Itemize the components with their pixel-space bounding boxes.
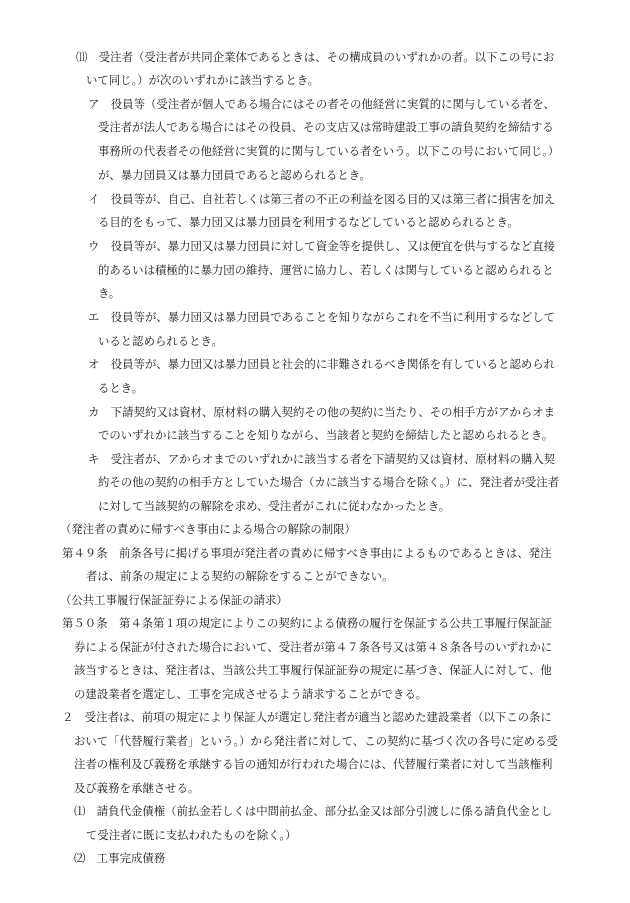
article-49-heading: （発注者の責めに帰すべき事由による場合の解除の制限） <box>60 522 356 536</box>
item-e-line-1: エ 役員等が、暴力団又は暴力団員であることを知りながらこれを不当に利用するなどして <box>88 310 556 324</box>
article-50-line-3: 該当するときは、発注者は、当該公共工事履行保証証券の規定に基づき、保証人に対して、他 <box>74 663 552 677</box>
item-ki-line-1: キ 受注者が、アからオまでのいずれかに該当する者を下請契約又は資材、原材料の購入契 <box>88 452 556 466</box>
item-a-line-1: ア 役員等（受注者が個人である場合にはその者その他経営に実質的に関与している者を、 <box>88 97 556 111</box>
article-49-line-2: 者は、前条の規定による契約の解除をすることができない。 <box>86 569 394 583</box>
item-a-line-4: が、暴力団員又は暴力団員であると認められるとき。 <box>98 168 371 182</box>
sub-item-2-line-1: ⑵ 工事完成債務 <box>74 851 166 865</box>
item-ki-line-2: 約その他の契約の相手方としていた場合（カに該当する場合を除く。）に、発注者が受注者 <box>98 475 560 489</box>
article-50-line-4: の建設業者を選定し、工事を完成させるよう請求することができる。 <box>74 687 428 701</box>
paragraph-2-line-3: 注者の権利及び義務を承継する旨の通知が行われた場合には、代替履行業者に対して当該権利 <box>74 757 553 771</box>
item-a-line-2: 受注者が法人である場合にはその役員、その支店又は常時建設工事の請負契約を締結する <box>98 120 554 134</box>
item-11-line-1: ⑾ 受注者（受注者が共同企業体であるときは、その構成員のいずれかの者。以下この号にお <box>76 50 555 64</box>
item-o-line-1: オ 役員等が、暴力団又は暴力団員と社会的に非難されるべき関係を有していると認められ <box>88 357 556 371</box>
item-e-line-2: いると認められるとき。 <box>98 334 223 348</box>
item-u-line-1: ウ 役員等が、暴力団又は暴力団員に対して資金等を提供し、又は便宜を供与するなど直接 <box>88 239 556 253</box>
article-49-line-1: 第４９条 前条各号に掲げる事項が発注者の責めに帰すべき事由によるものであるときは、発注 <box>62 546 552 560</box>
item-ka-line-1: カ 下請契約又は資材、原材料の購入契約その他の契約に当たり、その相手方がアからオま <box>88 405 556 419</box>
item-ki-line-3: に対して当該契約の解除を求め、受注者がこれに従わなかったとき。 <box>98 499 451 513</box>
item-i-line-1: イ 役員等が、自己、自社若しくは第三者の不正の利益を図る目的又は第三者に損害を加え <box>88 192 556 206</box>
article-50-heading: （公共工事履行保証証券による保証の請求） <box>60 593 288 607</box>
item-u-line-3: き。 <box>98 286 121 300</box>
item-u-line-2: 的あるいは積極的に暴力団の維持、運営に協力し、若しくは関与していると認められると <box>98 263 554 277</box>
article-50-line-2: 券による保証が付された場合において、受注者が第４７条各号又は第４８条各号のいずれかに <box>74 640 553 654</box>
item-ka-line-2: でのいずれかに該当することを知りながら、当該者と契約を締結したと認められるとき。 <box>98 428 554 442</box>
paragraph-2-line-1: ２ 受注者は、前項の規定により保証人が選定し発注者が適当と認めた建設業者（以下この条に <box>62 710 552 724</box>
item-i-line-2: る目的をもって、暴力団又は暴力団員を利用するなどしていると認められるとき。 <box>98 215 519 229</box>
item-11-line-2: いて同じ。）が次のいずれかに該当するとき。 <box>86 73 320 87</box>
paragraph-2-line-4: 及び義務を承継させる。 <box>74 781 200 795</box>
item-a-line-3: 事務所の代表者その他経営に実質的に関与している者をいう。以下この号において同じ。） <box>98 144 560 158</box>
paragraph-2-line-2: おいて「代替履行業者」という。）から発注者に対して、この契約に基づく次の各号に定める受 <box>74 734 558 748</box>
item-o-line-2: るとき。 <box>98 381 144 395</box>
article-50-line-1: 第５０条 第４条第１項の規定によりこの契約による債務の履行を保証する公共工事履行保証証 <box>62 616 552 630</box>
sub-item-1-line-1: ⑴ 請負代金債権（前払金若しくは中間前払金、部分払金又は部分引渡しに係る請負代金とし <box>74 804 553 818</box>
sub-item-1-line-2: て受注者に既に支払われたものを除く。） <box>86 828 297 842</box>
